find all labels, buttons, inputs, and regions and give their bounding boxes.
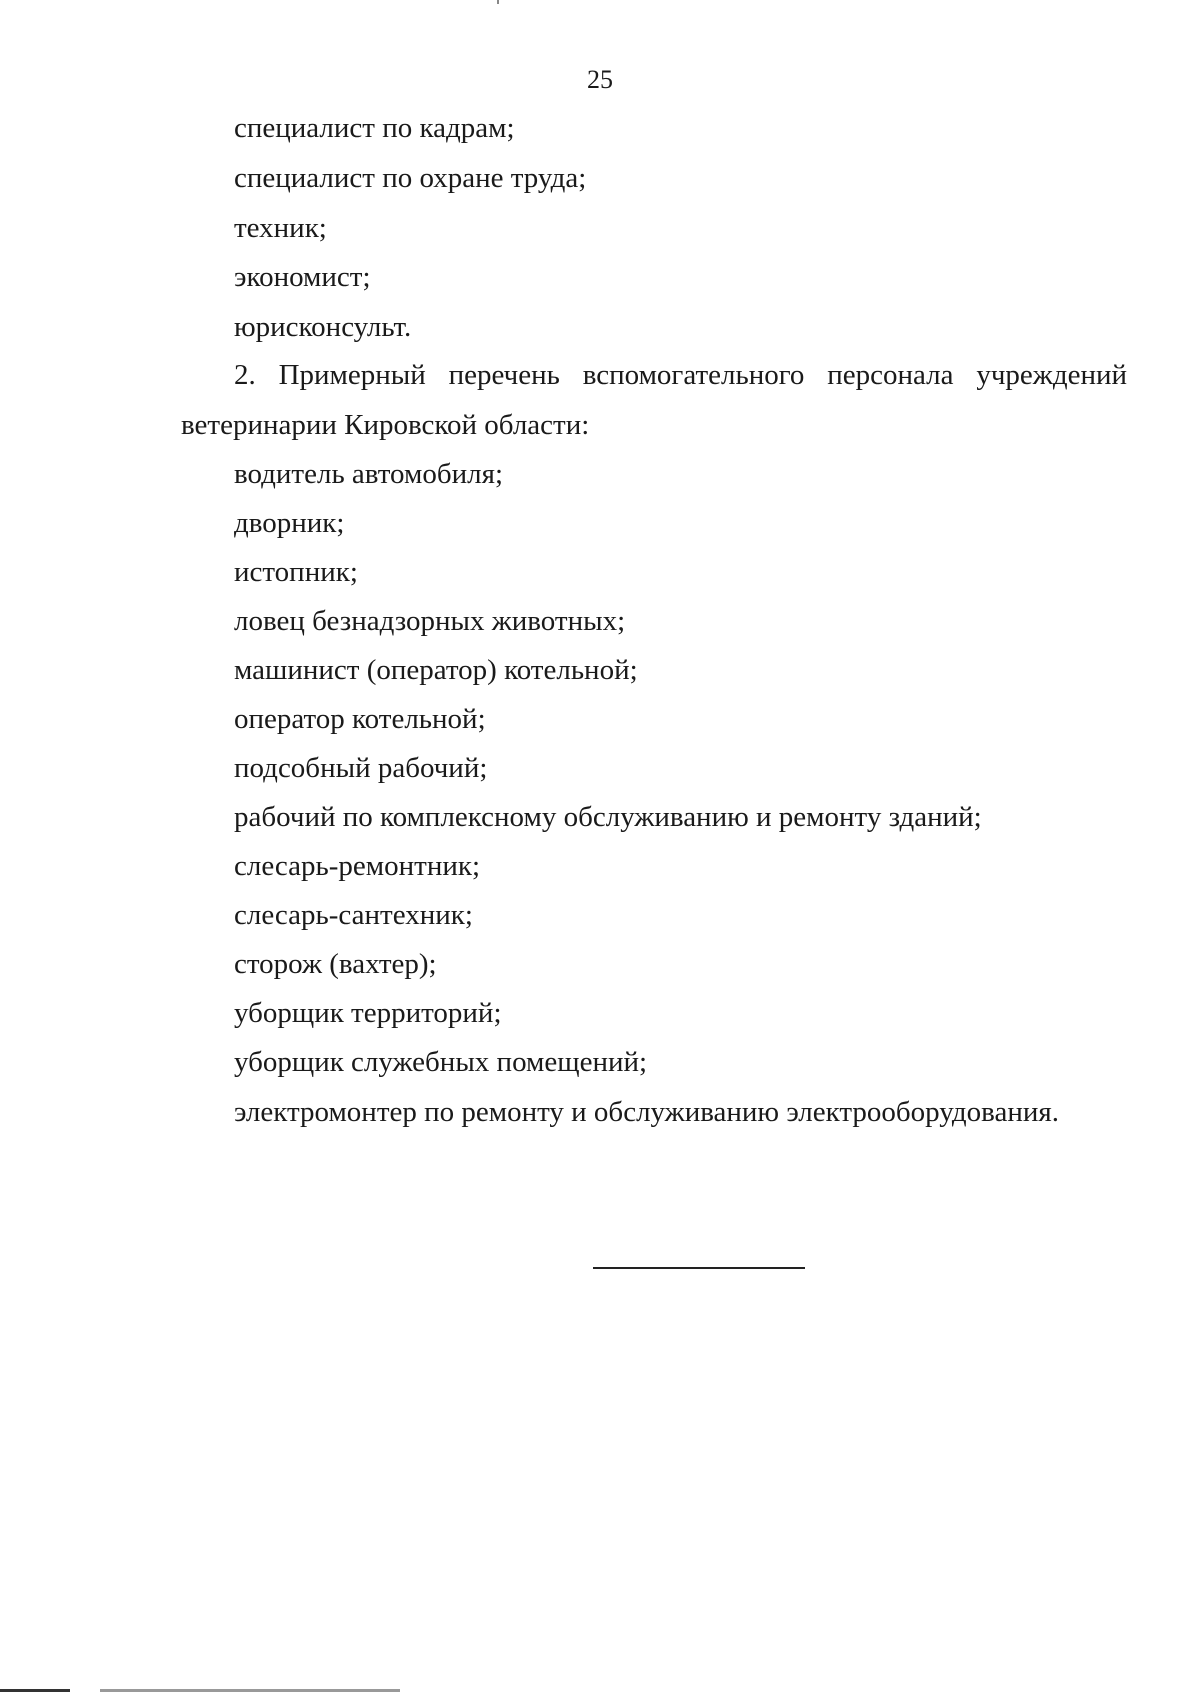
list-item: специалист по кадрам;	[234, 112, 515, 144]
list-item: техник;	[234, 212, 327, 244]
list-item: слесарь-сантехник;	[234, 899, 473, 931]
scan-bottom-edge	[0, 1689, 1200, 1692]
list-item: дворник;	[234, 507, 345, 539]
list-item: ловец безнадзорных животных;	[234, 605, 626, 637]
list-item: слесарь-ремонтник;	[234, 850, 481, 882]
list-item: юрисконсульт.	[234, 311, 412, 343]
list-item: уборщик служебных помещений;	[234, 1046, 648, 1078]
section-2-heading-line-1: 2. Примерный перечень вспомогательного персонала учреждений	[234, 359, 1127, 391]
list-item: истопник;	[234, 556, 358, 588]
scan-top-mark	[497, 0, 499, 4]
list-item: подсобный рабочий;	[234, 752, 488, 784]
list-item: рабочий по комплексному обслуживанию и ремонту зданий;	[234, 801, 982, 833]
end-of-document-rule	[593, 1267, 805, 1269]
list-item: специалист по охране труда;	[234, 162, 587, 194]
list-item: электромонтер по ремонту и обслуживанию электрооборудования.	[234, 1096, 1059, 1128]
list-item: машинист (оператор) котельной;	[234, 654, 638, 686]
list-item: водитель автомобиля;	[234, 458, 504, 490]
page-number: 25	[587, 65, 613, 94]
list-item: оператор котельной;	[234, 703, 486, 735]
list-item: сторож (вахтер);	[234, 948, 437, 980]
list-item: экономист;	[234, 261, 371, 293]
list-item: уборщик территорий;	[234, 997, 502, 1029]
section-2-heading-line-2: ветеринарии Кировской области:	[181, 409, 590, 441]
